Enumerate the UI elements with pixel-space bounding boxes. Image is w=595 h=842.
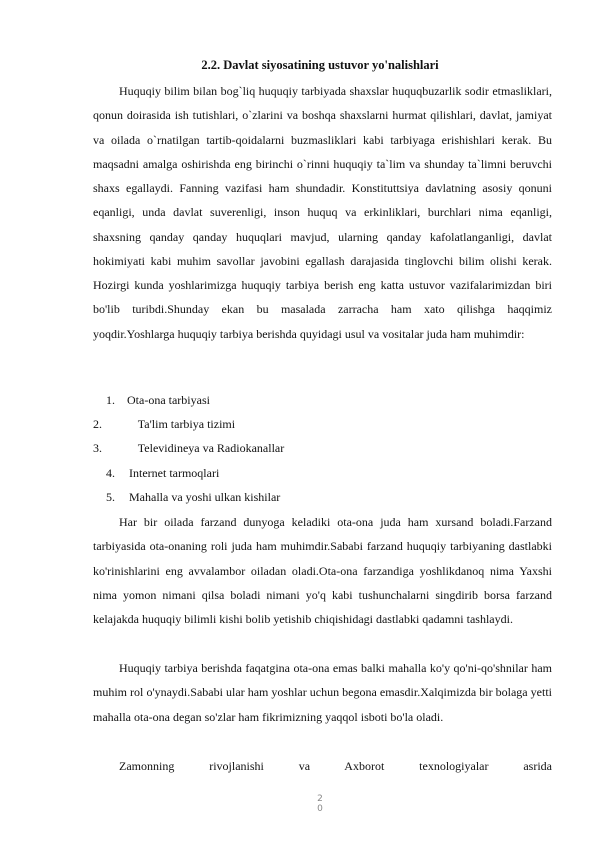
list-item-3 bbox=[93, 441, 284, 456]
list-text: Internet tarmoqlari bbox=[129, 466, 220, 480]
list-item-2 bbox=[93, 417, 235, 432]
paragraph-family-role: Har bir oilada farzand dunyoga keladiki ota-ona juda ham xursand boladi.Farzand tarbiyasida ota-onaning roli juda ham muhimdir.Sababi farzand huquqiy tarbiyaning dastlabki ko'rinishlarini eng avvalambor oiladan oladi.Ota-ona farzandiga yoshlikdanoq nima Yaxshi nima yomon nimani qilsa boladi nimani yo'q kabi tushunchalarni singdirib borsa farzand kelajakda huquqiy bilimli kishi bolib yetishib chiqishidagi dastlabki qadamni tashlaydi. bbox=[93, 515, 552, 626]
list-text: Televidineya va Radiokanallar bbox=[137, 441, 285, 455]
list-item-4 bbox=[106, 466, 219, 481]
list-text: Ta'lim tarbiya tizimi bbox=[137, 417, 236, 431]
paragraph-technology: Zamonning rivojlanishi va Axborot texnologiyalar asrida bbox=[119, 759, 552, 773]
list-text: Ota-ona tarbiyasi bbox=[127, 393, 210, 407]
list-number: 4. bbox=[106, 466, 115, 480]
list-number: 2. bbox=[93, 417, 102, 431]
list-text: Mahalla va yoshi ulkan kishilar bbox=[129, 490, 281, 504]
list-number: 3. bbox=[93, 441, 102, 455]
paragraph-neighborhood-role: Huquqiy tarbiya berishda faqatgina ota-ona emas balki mahalla ko'y qo'ni-qo'shnilar ham muhim rol o'ynaydi.Sababi ular ham yoshlar uchun begona emasdir.Xalqimizda bir bolaga yetti mahalla ota-ona degan so'zlar ham fikrimizning yaqqol isboti bo'la oladi. bbox=[93, 661, 552, 724]
list-number: 5. bbox=[106, 490, 115, 504]
list-number: 1. bbox=[106, 393, 115, 407]
list-item-5 bbox=[106, 490, 280, 505]
section-heading: 2.2. Davlat siyosatining ustuvor yo'nalishlari bbox=[201, 58, 439, 72]
paragraph-legal-education: Huquqiy bilim bilan bog`liq huquqiy tarbiyada shaxslar huquqbuzarlik sodir etmasliklari, qonun doirasida ish tutishlari, o`zlarini va boshqa shaxslarni hurmat qilishlari, davlat, jamiyat va oilada o`rnatilgan tartib-qoidalarni buzmasliklari kabi tarbiyaga erishishlari kerak. Bu maqsadni amalga oshirishda eng birinchi o`rinni huquqiy ta`lim va shunday ta`limni beruvchi shaxs egallaydi. Fanning vazifasi ham shundadir. Konstituttsiya davlatning asosiy qonuni eqanligi, unda davlat suverenligi, inson huquq va erkinliklari, burchlari nima eqanligi, shaxsning qanday qanday huquqlari mavjud, ularning qanday kafolatlanganligi, davlat hokimiyati kabi muhim savollar javobini egallash darajasida tinglovchi bilim olishi kerak. Hozirgi kunda yoshlarimizga huquqiy tarbiya berish eng katta ustuvor vazifalarimizdan biri bo'lib turibdi.Shunday ekan bu masalada zarracha ham xato qilishga haqqimiz yoqdir.Yoshlarga huquqiy tarbiya berishda quyidagi usul va vositalar juda ham muhimdir: bbox=[93, 84, 552, 341]
list-item-1 bbox=[106, 393, 210, 408]
page-number-digit-1: 2 bbox=[317, 794, 323, 804]
page-number-digit-2: 0 bbox=[317, 804, 323, 814]
